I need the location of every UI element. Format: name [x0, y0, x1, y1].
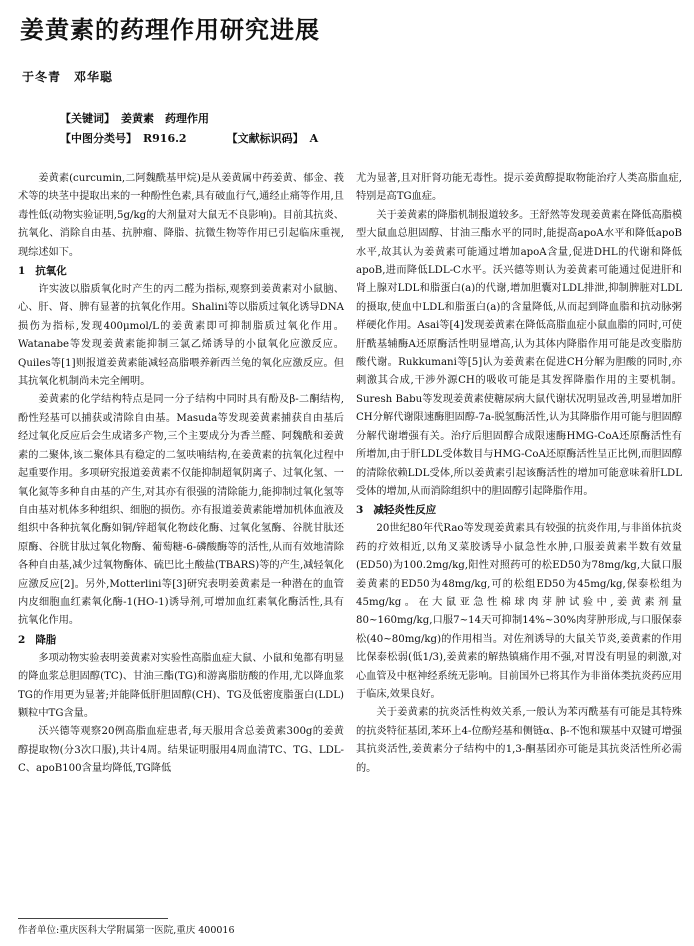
keywords-line	[60, 110, 209, 126]
section-heading-1: 1 抗氧化	[18, 265, 67, 278]
authors: 于冬青 邓华聪	[22, 70, 114, 84]
left-column	[18, 170, 344, 779]
paragraph: 姜黄素的化学结构特点是同一分子结构中同时具有酚及β-二酮结构,酚性羟基可以捕获或清除自由基。Masuda等发现姜黄素捕获自由基后经过氧化反应后会生成诸多产物,三个主要成分为香兰醛、阿魏酰和姜黄素的二聚体,该二聚体具有稳定的二氢呋喃结构,在姜黄素的抗氧化过程中起重要作用。多项研究报道姜黄素不仅能抑制超氧阴离子、过氧化氢、一氧化氮等多种自由基的产生,对其亦有很强的清除能力,能抑制过氧化氢等自由基对机体多种组织、细胞的损伤。亦有报道姜黄素能增加机体血液及组织中各种抗氧化酶如铜/锌超氧化物歧化酶、过氧化氢酶、谷胱甘肽还原酶、谷胱甘肽过氧化物酶、葡萄糖-6-磷酸酶等的活性,从而有效地清除各种自由基,减少过氧物酶体、硫巴比土酸盐(TBARS)等的产生,减轻氧化应激反应[2]。另外,Motterlini等[3]研究表明姜黄素是一种潜在的血管内皮细胞血红素氧化酶-1(HO-1)诱导剂,可增加血红素氧化酶活性,具有抗氧化作用。	[18, 394, 344, 627]
author-affiliation-footnote: 作者单位:重庆医科大学附属第一医院,重庆 400016	[18, 925, 235, 936]
doc-code-label: 【文献标识码】	[226, 132, 304, 145]
paragraph: 关于姜黄素的抗炎活性构效关系,一般认为苯丙酰基有可能是其特殊的抗炎特征基团,苯环上4-位酚羟基和侧链α、β-不饱和羰基中双键可增强其抗炎活性,姜黄素分子结构中的1,3-酮基团亦可能是其抗炎活性所必需的。	[356, 707, 682, 774]
paragraph: 20世纪80年代Rao等发现姜黄素具有较强的抗炎作用,与非甾体抗炎药的疗效相近,以角叉菜胶诱导小鼠急性水肿,口服姜黄素半数有效量(ED50)为100.2mg/kg,阳性对照药可的松ED50为78mg/kg,大鼠口服姜黄素的ED50为48mg/kg,可的松组ED50为45mg/kg,保泰松组为45mg/kg。在大鼠亚急性棉球肉芽肿试验中,姜黄素剂量80~160mg/kg,口服7~14天可抑制14%~30%肉芽肿形成,与口服保泰松(40~80mg/kg)的作用相当。对佐剂诱导的大鼠关节炎,姜黄素的作用比保泰松弱(低1/3),姜黄素的解热镇痛作用不强,对胃没有明显的刺激,对心血管及中枢神经系统无影响。目前国外已将其作为非甾体类抗炎药应用于临床,效果良好。	[356, 523, 682, 700]
section-heading-3: 3 减轻炎性反应	[356, 504, 437, 517]
class-value: R916.2	[143, 132, 187, 145]
keywords-label: 【关键词】	[60, 112, 115, 125]
intro-paragraph: 姜黄素(curcumin,二阿魏酰基甲烷)是从姜黄属中药姜黄、郁金、莪术等的块茎中提取出来的一种酚性色素,具有破血行气,通经止痛等作用,且毒性低(动物实验证明,5g/kg的大剂量对大鼠无不良影响)。目前其抗炎、抗氧化、消除自由基、抗肿瘤、降脂、抗微生物等作用已引起临床重视,现综述如下。	[18, 173, 344, 258]
classification-line	[60, 130, 318, 146]
section-heading-2: 2 降脂	[18, 633, 57, 646]
footnote-divider	[18, 918, 168, 919]
paragraph: 关于姜黄素的降脂机制报道较多。王舒然等发现姜黄素在降低高脂模型大鼠血总胆固醇、甘油三酯水平的同时,能提高apoA水平和降低apoB水平,故其认为姜黄素可能通过增加apoA含量,促进DHL的代谢和降低apoB,进而降低LDL-C水平。沃兴德等则认为姜黄素可能通过促进肝和肾上腺对LDL和脂蛋白(a)的代谢,增加胆囊对LDL排泄,抑制脾脏对LDL的摄取,使血中LDL和脂蛋白(a)的含量降低,从而起到降血脂和抗动脉粥样硬化作用。Asai等[4]发现姜黄素在降低高脂血症小鼠血脂的同时,可使肝酰基辅酶A还原酶活性明显增高,认为其体内降脂作用可能是改变脂肪酸代谢。Rukkumani等[5]认为姜黄素在促进CH分解为胆酸的同时,亦刺激其合成,干涉外源CH的吸收可能是其发挥降脂作用的主要机制。Suresh Babu等发现姜黄素使糖尿病大鼠代谢状况明显改善,明显增加肝CH分解代谢限速酶胆固醇-7a-脱氢酶活性,认为其降脂作用可能与胆固醇分解代谢增强有关。治疗后胆固醇合成限速酶HMG-CoA还原酶活性有所增加,由于肝LDL受体数目与HMG-CoA还原酶活性呈正比例,而胆固醇的清除依赖LDL受体,所以姜黄素引起该酶活性的增加可能意味着肝LDL受体的增加,从而消除组织中的胆固醇引起降脂作用。	[356, 209, 683, 497]
keywords-value: 姜黄素 药理作用	[121, 112, 209, 125]
article-title: 姜黄素的药理作用研究进展	[20, 15, 320, 44]
paragraph: 多项动物实验表明姜黄素对实验性高脂血症大鼠、小鼠和兔都有明显的降血浆总胆固醇(TC)、甘油三酯(TG)和游离脂肪酸的作用,尤以降血浆TG的作用更为显著;并能降低肝胆固醇(CH)、TG及低密度脂蛋白(LDL)颗粒中TG含量。	[18, 652, 345, 719]
right-column	[356, 170, 682, 778]
doc-code-value: A	[309, 132, 319, 145]
class-label: 【中图分类号】	[60, 132, 137, 145]
paragraph: 沃兴德等观察20例高脂血症患者,每天服用含总姜黄素300g的姜黄醇提取物(分3次口服),共计4周。结果证明服用4周血清TC、TG、LDL-C、apoB100含量均降低,TG降低	[18, 726, 344, 775]
paragraph: 许实波以脂质氧化时产生的丙二醛为指标,观察到姜黄素对小鼠脑、心、肝、肾、脾有显著的抗氧化作用。Shalini等以脂质过氧化诱导DNA损伤为指标,发现400μmol/L的姜黄素即可抑制脂质过氧化作用。Watanabe等发现姜黄素能抑制三氯乙烯诱导的小鼠氧化应激反应。Quiles等[1]则报道姜黄素能减轻高脂喂养新西兰兔的氧化应激反应。但其抗氧化机制尚未完全阐明。	[18, 284, 344, 388]
paragraph-continued: 尤为显著,且对肝肾功能无毒性。提示姜黄醇提取物能治疗人类高脂血症,特别是高TG血症。	[356, 173, 682, 203]
